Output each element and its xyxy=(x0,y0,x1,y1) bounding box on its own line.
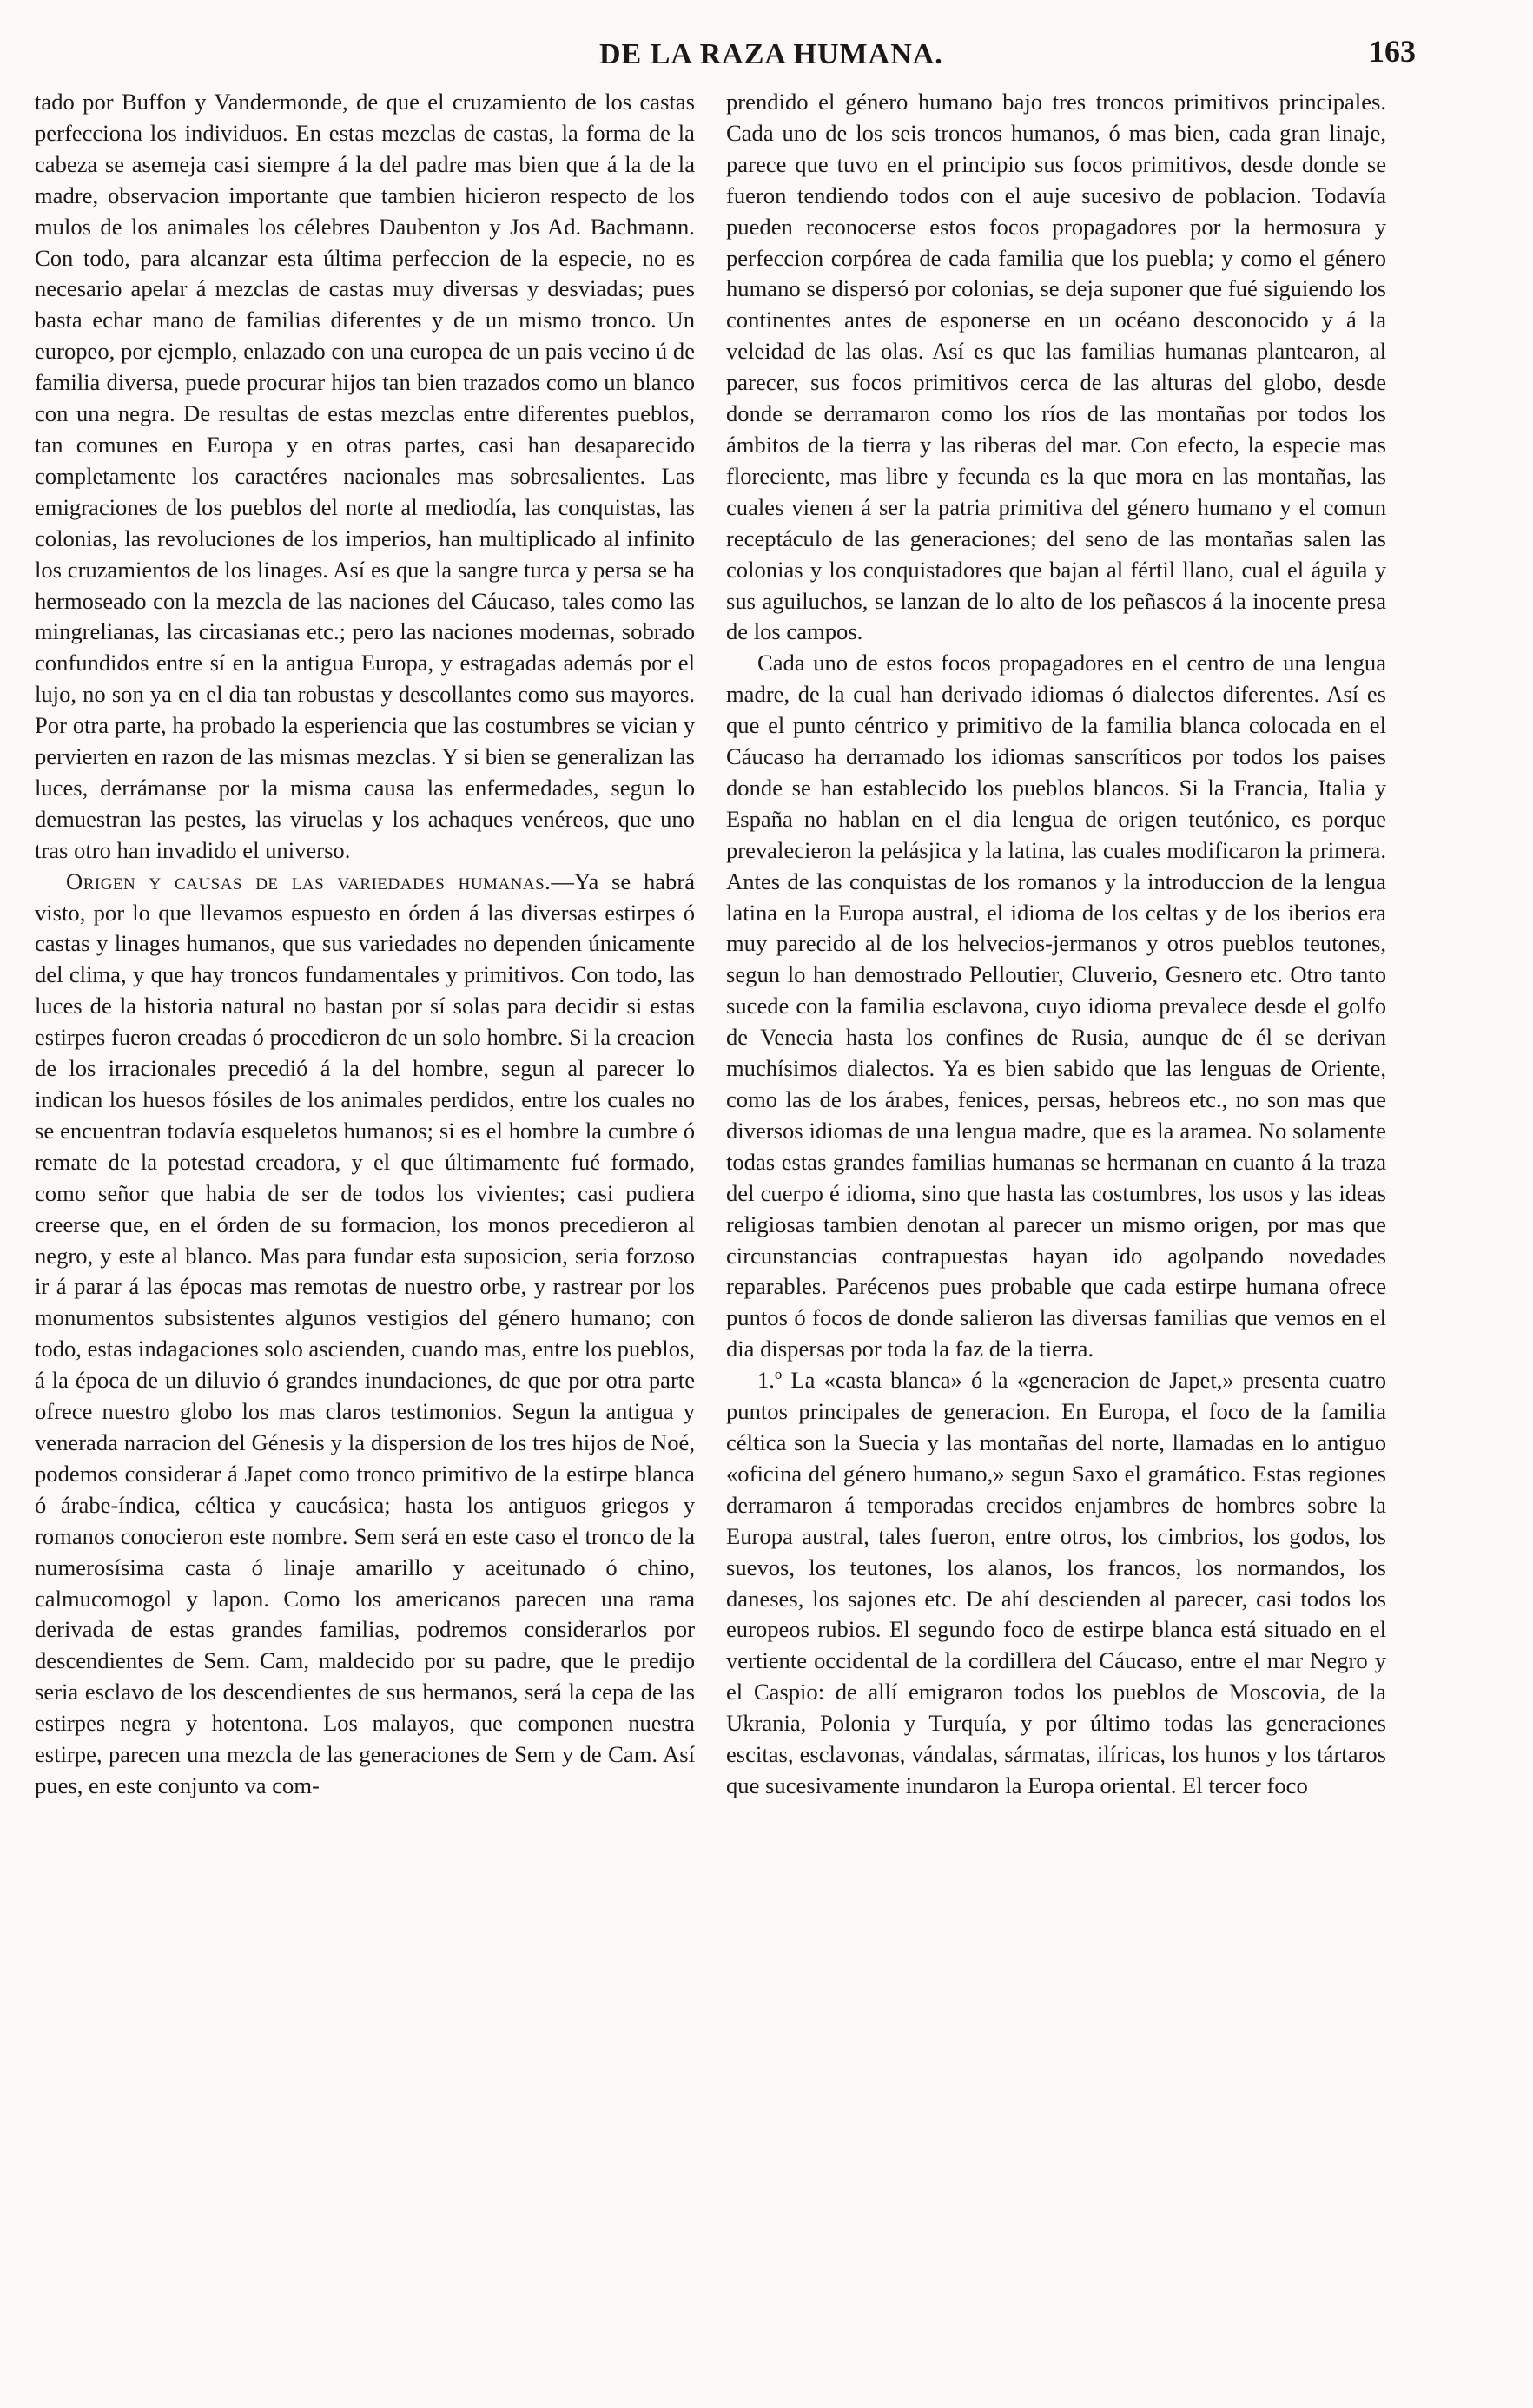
page-header xyxy=(35,33,1416,85)
running-head: DE LA RAZA HUMANA. xyxy=(599,38,943,70)
paragraph: 1.º La «casta blanca» ó la «generacion de Japet,» presenta cuatro puntos principales de generacion. En Europa, el foco de la familia céltica son la Suecia y las montañas del norte, llamadas en lo antiguo «oficina del género humano,» segun Saxo el gramático. Estas regiones derramaron á temporadas crecidos enjambres de hombres sobre la Europa austral, tales fueron, entre otros, los cimbrios, los godos, los suevos, los teutones, los alanos, los francos, los normandos, los daneses, los sajones etc. De ahí descienden al parecer, casi todos los europeos rubios. El segundo foco de estirpe blanca está situado en el vertiente occidental de la cordillera del Cáucaso, entre el mar Negro y el Caspio: de allí emigraron todos los pueblos de Moscovia, de la Ukrania, Polonia y Turquía, y por último todas las generaciones escitas, esclavonas, vándalas, sármatas, ilíricas, los hunos y los tártaros que sucesivamente inundaron la Europa oriental. El tercer foco xyxy=(726,1367,1386,1798)
paragraph-body: —Ya se habrá visto, por lo que llevamos espuesto en órden á las diversas estirpes ó castas y linages humanos, que sus variedades no dependen únicamente del clima, y que hay troncos fundamentales y primitivos. Con todo, las luces de la historia natural no bastan por sí solas para decidir si estas estirpes fueron creadas ó procedieron de un solo hombre. Si la creacion de los irracionales precedió á la del hombre, segun al parecer lo indican los huesos fósiles de los animales perdidos, entre los cuales no se encuentran todavía esqueletos humanos; si es el hombre la cumbre ó remate de la potestad creadora, y el que últimamente fué formado, como señor que habia de ser de todos los vivientes; casi pudiera creerse que, en el órden de su formacion, los monos precedieron al negro, y este al blanco. Mas para fundar esta suposicion, seria forzoso ir á parar á las épocas mas remotas de nuestro orbe, y rastrear por los monumentos subsistentes algunos vestigios del género humano; con todo, estas indagaciones solo ascienden, cuando mas, entre los pueblos, á la época de un diluvio ó grandes inundaciones, de que por otra parte ofrece nuestro globo los mas claros testimonios. Segun la antigua y venerada narracion del Génesis y la dispersion de los tres hijos de Noé, podemos considerar á Japet como tronco primitivo de la estirpe blanca ó árabe-índica, céltica y caucásica; hasta los antiguos griegos y romanos conocieron este nombre. Sem será en este caso el tronco de la numerosísima casta ó linaje amarillo y aceitunado ó chino, calmucomogol y lapon. Como los americanos parecen una rama derivada de estas grandes familias, podremos considerarlos por descendientes de Sem. Cam, maldecido por su padre, que le predijo seria esclavo de los descendientes de sus hermanos, será la cepa de las estirpes negra y hotentona. Los malayos, que componen nuestra estirpe, parecen una mezcla de las generaciones de Sem y de Cam. Así pues, en este conjunto va com- xyxy=(35,868,695,1798)
page-number: 163 xyxy=(1369,34,1416,69)
column-divider xyxy=(710,87,711,2345)
paragraph: Cada uno de estos focos propagadores en el centro de una lengua madre, de la cual han derivado idiomas ó dialectos diferentes. Así es que el punto céntrico y primitivo de la familia blanca colocada en el Cáucaso ha derramado los idiomas sanscríticos por todos los paises donde se han establecido los pueblos blancos. Si la Francia, Italia y España no hablan en el dia lengua de origen teutónico, es porque prevalecieron la pelásjica y la latina, las cuales modificaron la primera. Antes de las conquistas de los romanos y la introduccion de la lengua latina en la Europa austral, el idioma de los celtas y de los iberios era muy parecido al de los helvecios-jermanos y otros pueblos teutones, segun lo han demostrado Pelloutier, Cluverio, Gesnero etc. Otro tanto sucede con la familia esclavona, cuyo idioma prevalece desde el golfo de Venecia hasta los confines de Rusia, aunque de él se derivan muchísimos dialectos. Ya es bien sabido que las lenguas de Oriente, como las de los árabes, fenices, persas, hebreos etc., no son mas que diversos idiomas de una lengua madre, que es la aramea. No solamente todas estas grandes familias humanas se hermanan en cuanto á la traza del cuerpo é idioma, sino que hasta las costumbres, los usos y las ideas religiosas tambien denotan al parecer un mismo origen, por mas que circunstancias contrapuestas hayan ido agolpando novedades reparables. Parécenos pues probable que cada estirpe humana ofrece puntos ó focos de donde salieron las diversas familias que vemos en el dia dispersas por toda la faz de la tierra. xyxy=(726,650,1386,1362)
paragraph xyxy=(35,867,695,1802)
paragraph: tado por Buffon y Vandermonde, de que el cruzamiento de los castas perfecciona los individuos. En estas mezclas de castas, la forma de la cabeza se asemeja casi siempre á la del padre mas bien que á la de la madre, observacion importante que tambien hicieron respecto de los mulos de los animales los célebres Daubenton y Jos Ad. Bachmann. Con todo, para alcanzar esta última perfeccion de la especie, no es necesario apelar á mezclas de castas muy diversas y desviadas; pues basta echar mano de familias diferentes y de un mismo tronco. Un europeo, por ejemplo, enlazado con una europea de un pais vecino ú de familia diversa, puede procurar hijos tan bien trazados como un blanco con una negra. De resultas de estas mezclas entre diferentes pueblos, tan comunes en Europa y en otras partes, casi han desaparecido completamente los caractéres nacionales mas sobresalientes. Las emigraciones de los pueblos del norte al mediodía, las conquistas, las colonias, las revoluciones de los imperios, han multiplicado al infinito los cruzamientos de los linages. Así es que la sangre turca y persa se ha hermoseado con la mezcla de las naciones del Cáucaso, tales como las mingrelianas, las circasianas etc.; pero las naciones modernas, sobrado confundidos entre sí en la antigua Europa, y estragadas además por el lujo, no son ya en el dia tan robustas y descollantes como sus mayores. Por otra parte, ha probado la esperiencia que las costumbres se vician y pervierten en razon de las mismas mezclas. Y si bien se generalizan las luces, derrámanse por la misma causa las enfermedades, segun lo demuestran las pestes, las viruelas y los achaques venéreos, que uno tras otro han invadido el universo. xyxy=(35,89,695,863)
left-column xyxy=(35,87,695,1802)
section-heading: Origen y causas de las variedades humanas. xyxy=(66,868,552,894)
right-column xyxy=(726,87,1386,1802)
paragraph: prendido el género humano bajo tres troncos primitivos principales. Cada uno de los seis troncos humanos, ó mas bien, cada gran linaje, parece que tuvo en el principio sus focos primitivos, desde donde se fueron tendiendo todos con el auje sucesivo de poblacion. Todavía pueden reconocerse estos focos propagadores por la hermosura y perfeccion corpórea de cada familia que los puebla; y como el género humano se dispersó por colonias, se deja suponer que fué siguiendo los continentes antes de esponerse en un océano desconocido y á la veleidad de las olas. Así es que las familias humanas plantearon, al parecer, sus focos primitivos cerca de las alturas del globo, desde donde se derramaron como los ríos de las montañas por todos los ámbitos de la tierra y las riberas del mar. Con efecto, la especie mas floreciente, mas libre y fecunda es la que mora en las montañas, las cuales vienen á ser la patria primitiva del género humano y el comun receptáculo de las generaciones; del seno de las montañas salen las colonias y los conquistadores que bajan al fértil llano, cual el águila y sus aguiluchos, se lanzan de lo alto de los peñascos á la inocente presa de los campos. xyxy=(726,89,1386,645)
